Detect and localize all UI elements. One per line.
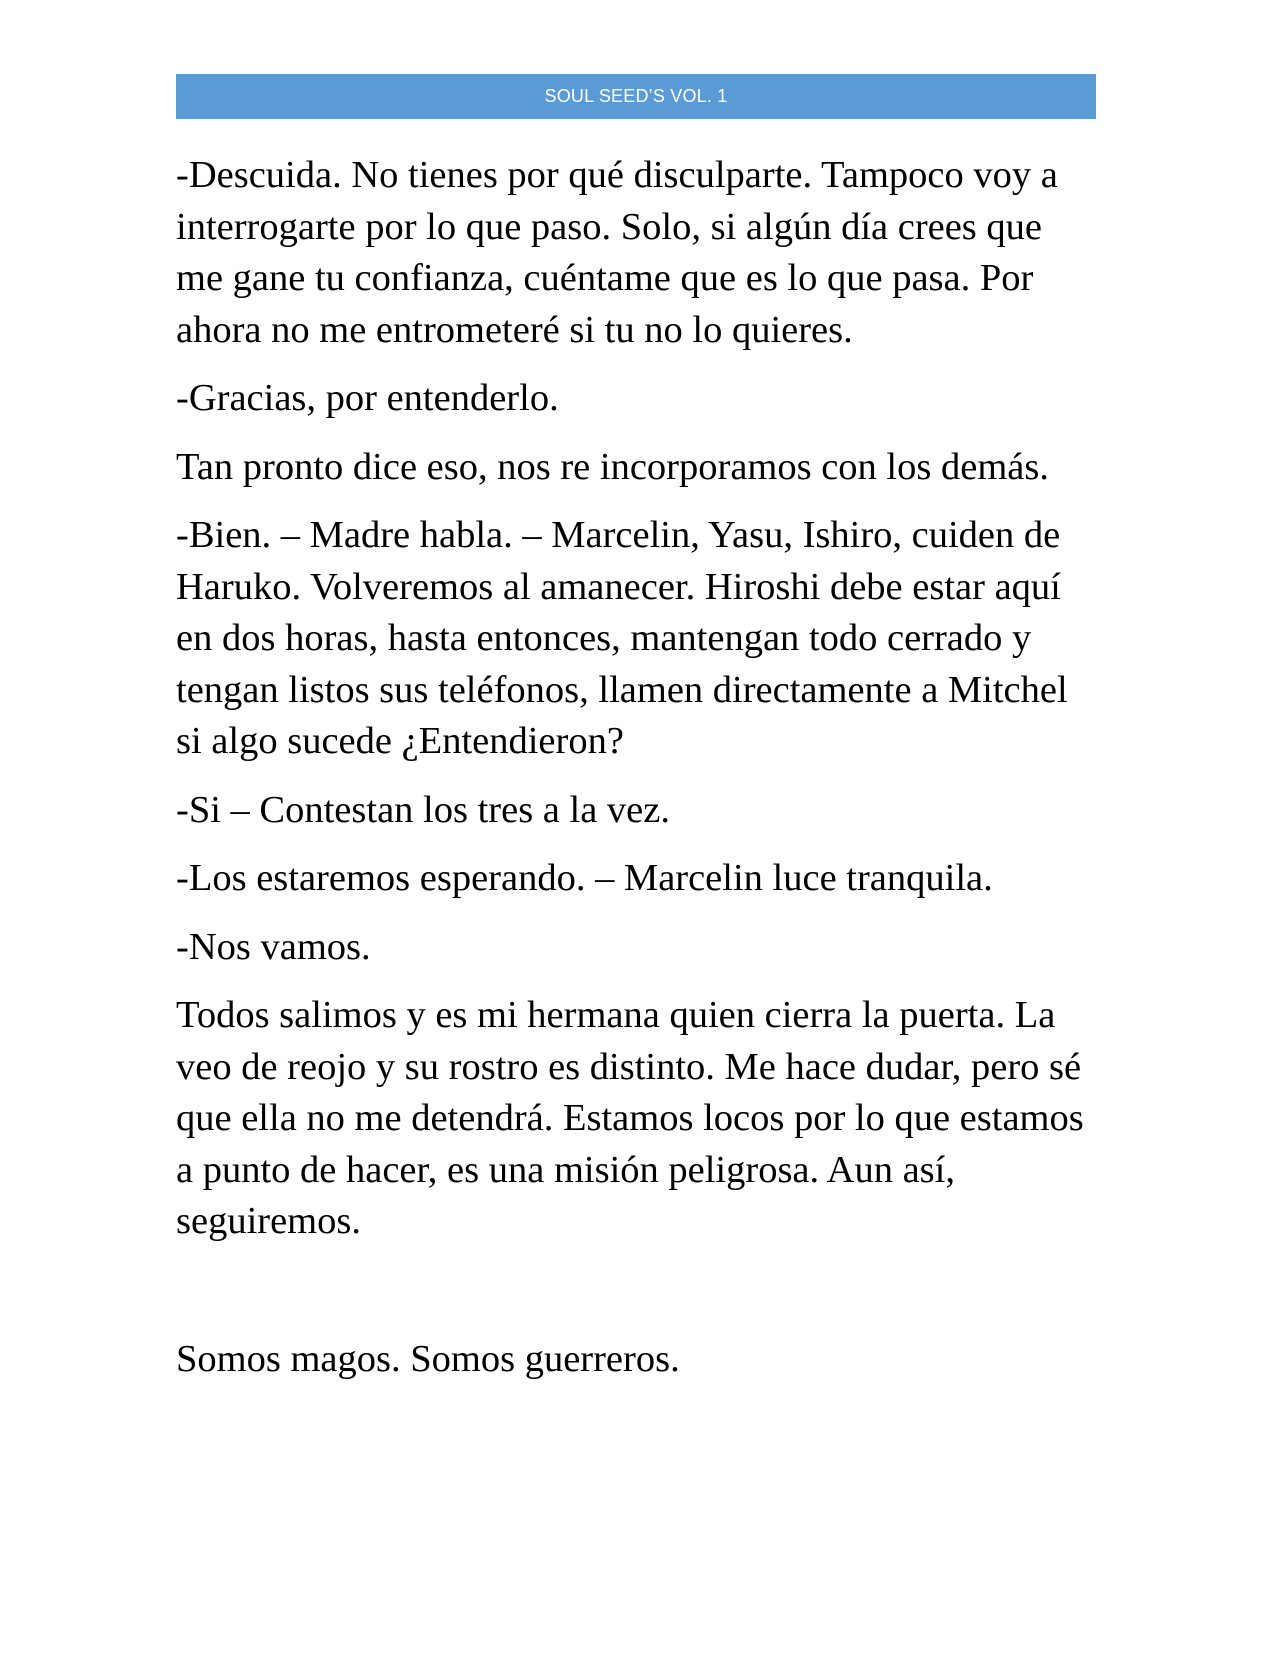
closing-line: Somos magos. Somos guerreros. (176, 1337, 680, 1380)
running-header (176, 74, 1096, 119)
page-body (176, 150, 1096, 1402)
paragraph: -Descuida. No tienes por qué disculparte. Tampoco voy a interrogarte por lo que paso. Solo, si algún día crees que me gane tu confianza, cuéntame que es lo que pasa. Por ahora no me entrometeré si tu no lo quieres. (176, 154, 1058, 351)
paragraph: -Nos vamos. (176, 925, 371, 968)
paragraph: -Gracias, por entenderlo. (176, 377, 559, 419)
header-title: SOUL SEED’S VOL. 1 (544, 86, 728, 106)
paragraph: -Si – Contestan los tres a la vez. (176, 788, 670, 831)
paragraph: Tan pronto dice eso, nos re incorporamos con los demás. (176, 445, 1049, 488)
paragraph: -Los estaremos esperando. – Marcelin luce tranquila. (176, 857, 993, 899)
paragraph: -Bien. – Madre habla. – Marcelin, Yasu, Ishiro, cuiden de Haruko. Volveremos al amanecer. Hiroshi debe estar aquí en dos horas, hasta entonces, mantengan todo cerrado y tengan listos sus teléfonos, llamen directamente a Mitchel si algo sucede ¿Entendieron? (176, 514, 1068, 762)
paragraph: Todos salimos y es mi hermana quien cierra la puerta. La veo de reojo y su rostro es distinto. Me hace dudar, pero sé que ella no me detendrá. Estamos locos por lo que estamos a punto de hacer, es una misión peligrosa. Aun así, seguiremos. (176, 994, 1084, 1242)
